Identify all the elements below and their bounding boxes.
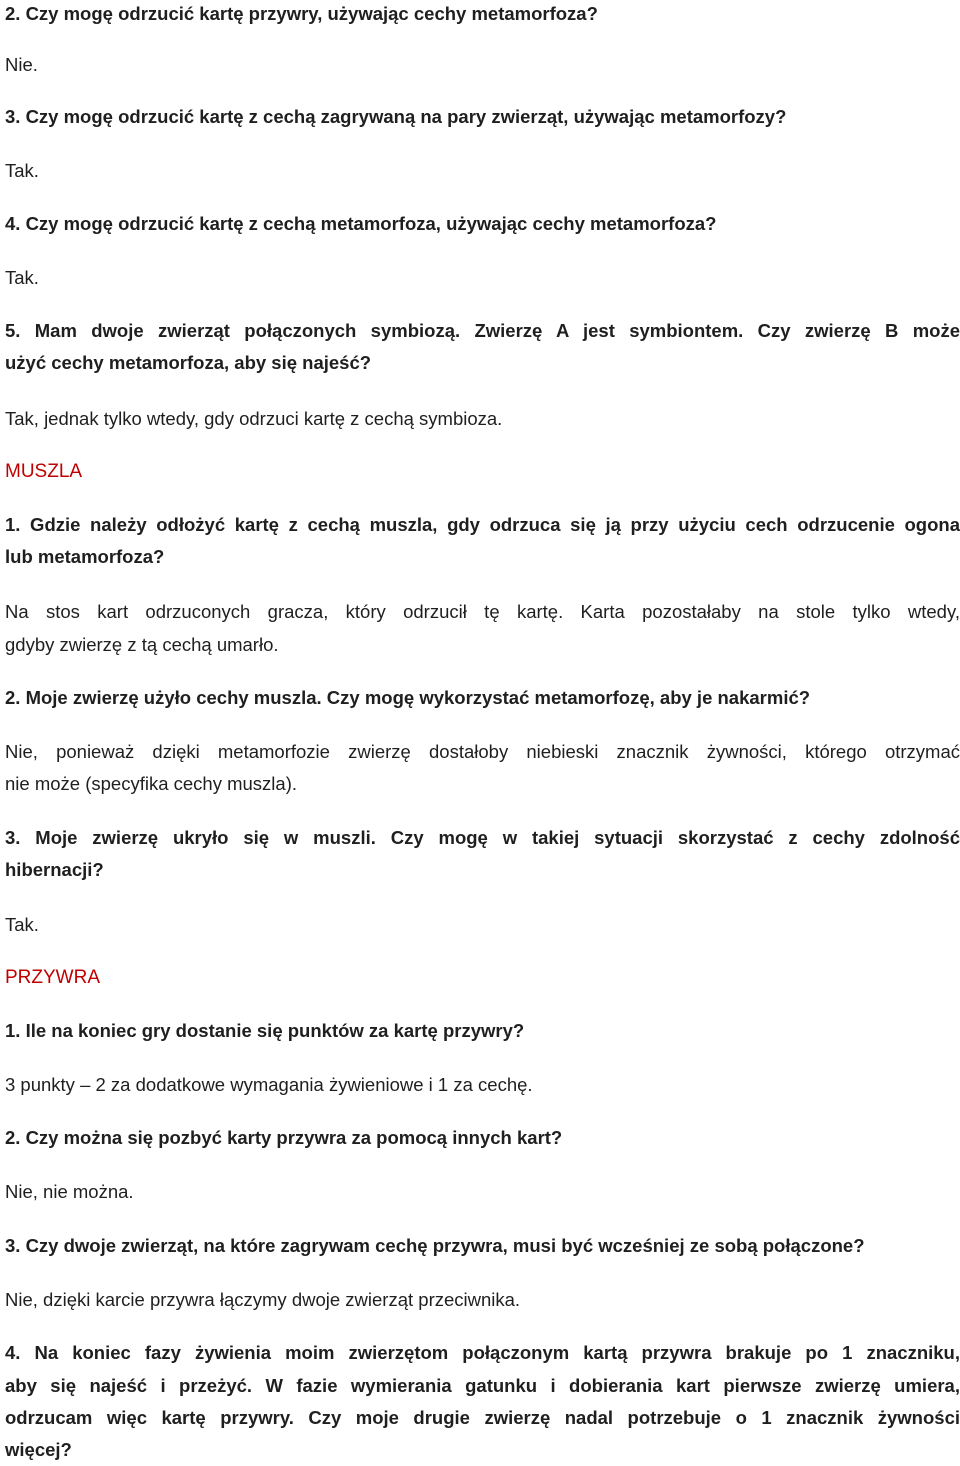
question-faza-zywienia-line-2: aby się najeść i przeżyć. W fazie wymierania gatunku i dobierania kart pierwsze zwierzę umiera,: [5, 1375, 960, 1396]
question-muszla-line-1: 1. Gdzie należy odłożyć kartę z cechą muszla, gdy odrzuca się ją przy użyciu cech odrzucenie ogona: [5, 514, 960, 535]
question-symbioza-line-2: użyć cechy metamorfoza, aby się najeść?: [5, 352, 372, 373]
answer-text: Tak.: [5, 914, 39, 935]
answer-text: Nie.: [5, 54, 38, 75]
answer-text: Nie, nie można.: [5, 1181, 134, 1202]
question-muszla-line-2: lub metamorfoza?: [5, 546, 165, 567]
answer-muszla-line-1: Na stos kart odrzuconych gracza, który odrzucił tę kartę. Karta pozostałaby na stole tylko wtedy,: [5, 601, 960, 622]
answer-text: Tak.: [5, 267, 39, 288]
answer-text: 3 punkty – 2 za dodatkowe wymagania żywieniowe i 1 za cechę.: [5, 1074, 533, 1095]
question-hibernacja-line-1: 3. Moje zwierzę ukryło się w muszli. Czy mogę w takiej sytuacji skorzystać z cechy zdolność: [5, 827, 960, 848]
question-faza-zywienia-line-1: 4. Na koniec fazy żywienia moim zwierzętom połączonym kartą przywra brakuje po 1 znaczniku,: [5, 1342, 960, 1363]
question-faza-zywienia-line-4: więcej?: [5, 1439, 72, 1460]
question-przywra-metamorfoza: 2. Czy mogę odrzucić kartę przywry, używając cechy metamorfoza?: [5, 3, 598, 24]
question-metamorfoza-metamorfoza: 4. Czy mogę odrzucić kartę z cechą metamorfoza, używając cechy metamorfoza?: [5, 213, 717, 234]
answer-muszla-nakarmic-line-1: Nie, ponieważ dzięki metamorfozie zwierzę dostałoby niebieski znacznik żywności, którego otrzymać: [5, 741, 960, 762]
question-faza-zywienia-line-3: odrzucam więc kartę przywry. Czy moje drugie zwierzę nadal potrzebuje o 1 znacznik żywności: [5, 1407, 960, 1428]
question-muszla-nakarmic: 2. Moje zwierzę użyło cechy muszla. Czy mogę wykorzystać metamorfozę, aby je nakarmić?: [5, 687, 811, 708]
question-pozbyc-przywry: 2. Czy można się pozbyć karty przywra za pomocą innych kart?: [5, 1127, 563, 1148]
answer-text: Tak, jednak tylko wtedy, gdy odrzuci kartę z cechą symbioza.: [5, 408, 503, 429]
question-symbioza-line-1: 5. Mam dwoje zwierząt połączonych symbiozą. Zwierzę A jest symbiontem. Czy zwierzę B może: [5, 320, 960, 341]
question-polaczone-zwierzeta: 3. Czy dwoje zwierząt, na które zagrywam cechę przywra, musi być wcześniej ze sobą połączone?: [5, 1235, 865, 1256]
answer-text: Tak.: [5, 160, 39, 181]
section-heading-muszla: MUSZLA: [5, 461, 83, 482]
question-para-zwierzat: 3. Czy mogę odrzucić kartę z cechą zagrywaną na pary zwierząt, używając metamorfozy?: [5, 106, 787, 127]
answer-text: Nie, dzięki karcie przywra łączymy dwoje zwierząt przeciwnika.: [5, 1289, 521, 1310]
answer-muszla-nakarmic-line-2: nie może (specyfika cechy muszla).: [5, 773, 297, 794]
question-hibernacja-line-2: hibernacji?: [5, 859, 104, 880]
question-punkty-przywra: 1. Ile na koniec gry dostanie się punktów za kartę przywry?: [5, 1020, 525, 1041]
section-heading-przywra: PRZYWRA: [5, 967, 100, 988]
answer-muszla-line-2: gdyby zwierzę z tą cechą umarło.: [5, 634, 279, 655]
